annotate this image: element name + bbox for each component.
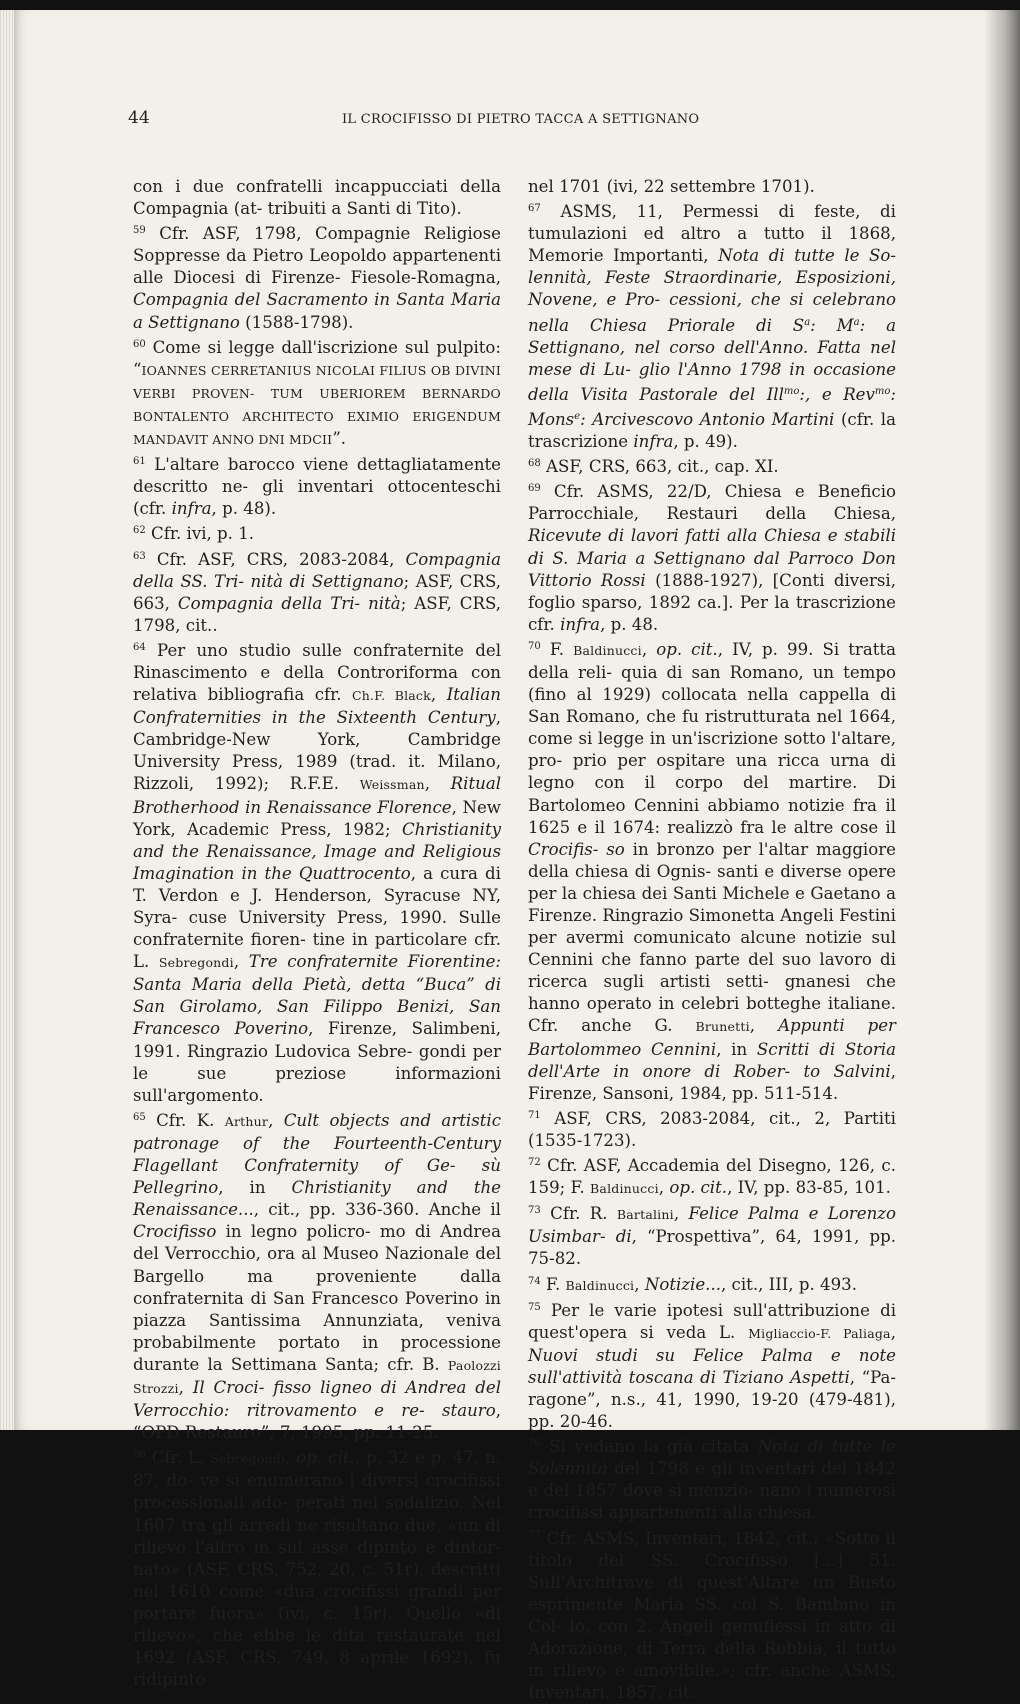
footnote-76: $^{76}$ Si vedano la già citata Nota di tutte le Solennità del 1798 e gli inventari del 1842 e del 1857 dove si menzio- nano i numerosi crocifissi appartenenti alla chiesa. bbox=[528, 1437, 897, 1523]
footnote-63: $^{63}$ Cfr. ASF, CRS, 2083-2084, Compagnia della SS. Tri- nità di Settignano; ASF, CRS, 663, Compagnia della Tri- nità; ASF, CRS, 1798, cit.. bbox=[133, 549, 502, 635]
running-title: IL CROCIFISSO DI PIETRO TACCA A SETTIGNANO bbox=[342, 112, 700, 127]
footnote-68: $^{68}$ ASF, CRS, 663, cit., cap. XI. bbox=[528, 457, 779, 477]
footnote-62: $^{62}$ Cfr. ivi, p. 1. bbox=[133, 524, 255, 544]
footnote-64: $^{64}$ Per uno studio sulle confraternite del Rinascimento e della Controriforma con relativa bibliografia cfr. Ch.F. Black, Italian Confraternities in the Sixteenth Century, Cambridge-New York, Cambridge University Press, 1989 (trad. it. Milano, Rizzoli, 1992); R.F.E. Weissman, Ritual Brotherhood in Renaissance Florence, New York, Academic Press, 1982; Christianity and the Renaissance, Image and Religious Imagination in the Quattrocento, a cura di T. Verdon e J. Henderson, Syracuse NY, Syra- cuse University Press, 1990. Sulle confraternite fioren- tine in particolare cfr. L. Sebregondi, Tre confraternite Fiorentine: Santa Maria della Pietà, detta “Buca” di San Girolamo, San Filippo Benizi, San Francesco Poverino, Firenze, Salimbeni, 1991. Ringrazio Ludovica Sebre- gondi per le sue preziose informazioni sull'argomento. bbox=[133, 640, 502, 1105]
footnote-77: $^{77}$ Cfr. ASMS, Inventari, 1842, cit.: «Sotto il titolo del SS. Crocifisso [...] 51. Sull'Architrave di quest'Altare un Busto esprimente Maria SS. col S. Bambino in Col- lo, con 2. Angeli genuflessi in atto di Adorazione, di Terra della Robbia, il tutto in rilievo e amovibile.»; cfr. anche ASMS, Inventari, 1857, cit. bbox=[528, 1528, 896, 1703]
footnote-71: $^{71}$ ASF, CRS, 2083-2084, cit., 2, Partiti (1535-1723). bbox=[528, 1108, 896, 1150]
footnote-67: $^{67}$ ASMS, 11, Permessi di feste, di tumulazioni ed altro a tutto il 1868, Memorie Importanti, Nota di tutte le So- lennità, Feste Straordinarie, Esposizioni, Novene, e Pro- cessioni, che si celebrano nella Chiesa Priorale di $S^a$: $M^a$: a Settignano, nel corso dell'Anno. Fatta nel mese di Lu- glio l'Anno 1798 in occasione della Visita Pastorale del Ill$^{mo}$:, e Rev$^{mo}$: Mons$^e$: Arcivescovo Antonio Martini (cfr. la trascrizione infra, p. 49). bbox=[528, 202, 896, 452]
right-footnote-column bbox=[528, 176, 896, 1704]
footnote-continuation: con i due confratelli incappucciati della Compagnia (at- tribuiti a Santi di Tito). bbox=[133, 177, 501, 219]
footnote-66: $^{66}$ Cfr. L. Sebregondi, op. cit., p. 32 e p. 47, n. 87, do- ve si enumerano i diversi crocifissi processionali ado- perati nel sodalizio. Nel 1607 tra gli arredi ne risultano due, «un di rilievo l'altro in sul asse dipinto e dintor- nato» (ASF, CRS, 752, 20, c. 51r), descritti nel 1610 come «dua crocifissi grandi per portare fuora» (ivi, c. 15r). Quello «di rilievo», che ebbe le dita restaurate nel 1692 (ASF, CRS, 749, 8 aprile 1692), fu ridipinto bbox=[133, 1448, 501, 1690]
footnote-73: $^{73}$ Cfr. R. Bartalini, Felice Palma e Lorenzo Usimbar- di, “Prospettiva”, 64, 1991, pp. 75-82. bbox=[528, 1204, 897, 1269]
footnote-continuation: nel 1701 (ivi, 22 settembre 1701). bbox=[528, 177, 815, 196]
footnote-74: $^{74}$ F. Baldinucci, Notizie..., cit., III, p. 493. bbox=[528, 1274, 857, 1294]
footnote-65: $^{65}$ Cfr. K. Arthur, Cult objects and artistic patronage of the Fourteenth-Century Flagellant Confraternity of Ge- sù Pellegrino, in Christianity and the Renaissance..., cit., pp. 336-360. Anche il Crocifisso in legno policro- mo di Andrea del Verrocchio, ora al Museo Nazionale del Bargello ma proveniente dalla confraternita di San Francesco Poverino in piazza Santissima Annunziata, veniva probabilmente portato in processione durante la Settimana Santa; cfr. B. Paolozzi Strozzi, Il Croci- fisso ligneo di Andrea del Verrocchio: ritrovamento e re- stauro, “OPD Restauro”, 7, 1995, pp. 11-25. bbox=[133, 1110, 502, 1443]
footnote-60: $^{60}$ Come si legge dall'iscrizione sul pulpito: “IOANNES CERRETANIUS NICOLAI FILIUS OB DIVINI VERBI PROVEN- TUM UBERIOREM BERNARDO BONTALENTO ARCHITECTO EXIMIO ERIGENDUM MANDAVIT ANNO DNI MDCII”. bbox=[133, 337, 501, 449]
footnote-61: $^{61}$ L'altare barocco viene dettagliatamente descritto ne- gli inventari ottocenteschi (cfr. infra, p. 48). bbox=[133, 455, 501, 519]
footnote-75: $^{75}$ Per le varie ipotesi sull'attribuzione di quest'opera si veda L. Migliaccio-F. Paliaga, Nuovi studi su Felice Palma e note sull'attività toscana di Tiziano Aspetti, “Pa- ragone”, n.s., 41, 1990, 19-20 (479-481), pp. 20-46. bbox=[528, 1300, 896, 1432]
footnote-70: $^{70}$ F. Baldinucci, op. cit., IV, p. 99. Si tratta della reli- quia di san Romano, un tempo (fino al 1929) collocata nella cappella di San Romano, che fu ristrutturata nel 1664, come si legge in un'iscrizione sotto l'altare, pro- prio per ospitare una ricca urna di legno con il corpo del martire. Di Bartolomeo Cennini abbiamo notizie fra il 1625 e il 1674: realizzò fra le altre cose il Crocifis- so in bronzo per l'altar maggiore della chiesa di Ognis- santi e diverse opere per la chiesa dei Santi Michele e Gaetano a Firenze. Ringrazio Simonetta Angeli Festini per avermi comunicato alcune notizie sul Cennini che fanno parte del suo lavoro di ricerca sugli artisti setti- gnanesi che hanno operato in celebri botteghe italiane. Cfr. anche G. Brunetti, Appunti per Bartolommeo Cennini, in Scritti di Storia dell'Arte in onore di Rober- to Salvini, Firenze, Sansoni, 1984, pp. 511-514. bbox=[528, 639, 897, 1103]
spine-shadow bbox=[984, 10, 1020, 1430]
page-number: 44 bbox=[128, 108, 150, 128]
footnote-59: $^{59}$ Cfr. ASF, 1798, Compagnie Religiose Soppresse da Pietro Leopoldo appartenenti alle Diocesi di Firenze- Fiesole-Romagna, Compagnia del Sacramento in Santa Maria a Settignano (1588-1798). bbox=[133, 224, 501, 332]
footnote-72: $^{72}$ Cfr. ASF, Accademia del Disegno, 126, c. 159; F. Baldinucci, op. cit., IV, pp. 83-85, 101. bbox=[528, 1156, 896, 1198]
footnote-69: $^{69}$ Cfr. ASMS, 22/D, Chiesa e Beneficio Parrocchiale, Restauri della Chiesa, Ricevute di lavori fatti alla Chiesa e stabili di S. Maria a Settignano dal Parroco Don Vittorio Rossi (1888-1927), [Conti diversi, foglio sparso, 1892 ca.]. Per la trascrizione cfr. infra, p. 48. bbox=[528, 482, 896, 634]
left-footnote-column bbox=[133, 176, 501, 1691]
page-edge bbox=[0, 10, 14, 1430]
